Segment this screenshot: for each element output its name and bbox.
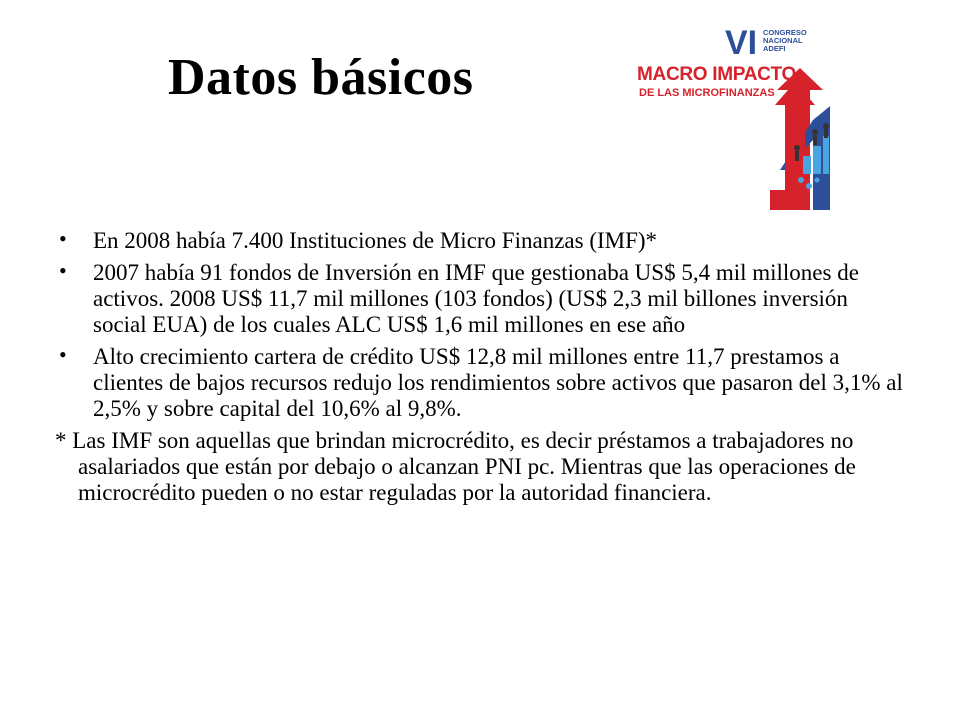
bullet-text: 2007 había 91 fondos de Inversión en IMF que gestionaba US$ 5,4 mil millones de activos. 2008 US$ 11,7 mil millones (103 fondos) (US$ 2,3 mil billones inversión social EUA) de los cuales ALC US$ 1,6 mil millones en ese año: [93, 260, 859, 337]
bullet-item: [55, 260, 905, 338]
footnote: * Las IMF son aquellas que brindan microcrédito, es decir préstamos a trabajadores no asalariados que están por debajo o alcanzan PNI pc. Mientras que las operaciones de microcrédito pueden o no estar reguladas por la autoridad financiera.: [55, 428, 856, 505]
bullet-text: Alto crecimiento cartera de crédito US$ 12,8 mil millones entre 11,7 prestamos a clientes de bajos recursos redujo los rendimientos sobre activos que pasaron del 3,1% al 2,5% y sobre capital del 10,6% al 9,8%.: [93, 344, 903, 421]
slide-body: [55, 228, 905, 506]
slide-title: Datos básicos: [168, 49, 474, 106]
logo-sub-text: DE LAS MICROFINANZAS: [639, 87, 775, 99]
bullet-text: En 2008 había 7.400 Instituciones de Micro Finanzas (IMF)*: [93, 228, 658, 253]
logo-line-2: NACIONAL: [763, 36, 803, 45]
logo-line-3: ADEFI: [763, 44, 786, 53]
bullet-item: [55, 344, 905, 422]
logo-roman-numeral: VI: [725, 24, 758, 62]
congress-logo: [625, 20, 830, 212]
logo-congress-text: [763, 29, 807, 53]
bullet-marker: •: [59, 258, 67, 283]
logo-main-text: MACRO IMPACTO: [637, 64, 797, 85]
bullet-marker: •: [59, 342, 67, 367]
logo-line-1: CONGRESO: [763, 28, 807, 37]
bullet-marker: •: [59, 226, 67, 251]
bullet-item: [55, 228, 905, 254]
